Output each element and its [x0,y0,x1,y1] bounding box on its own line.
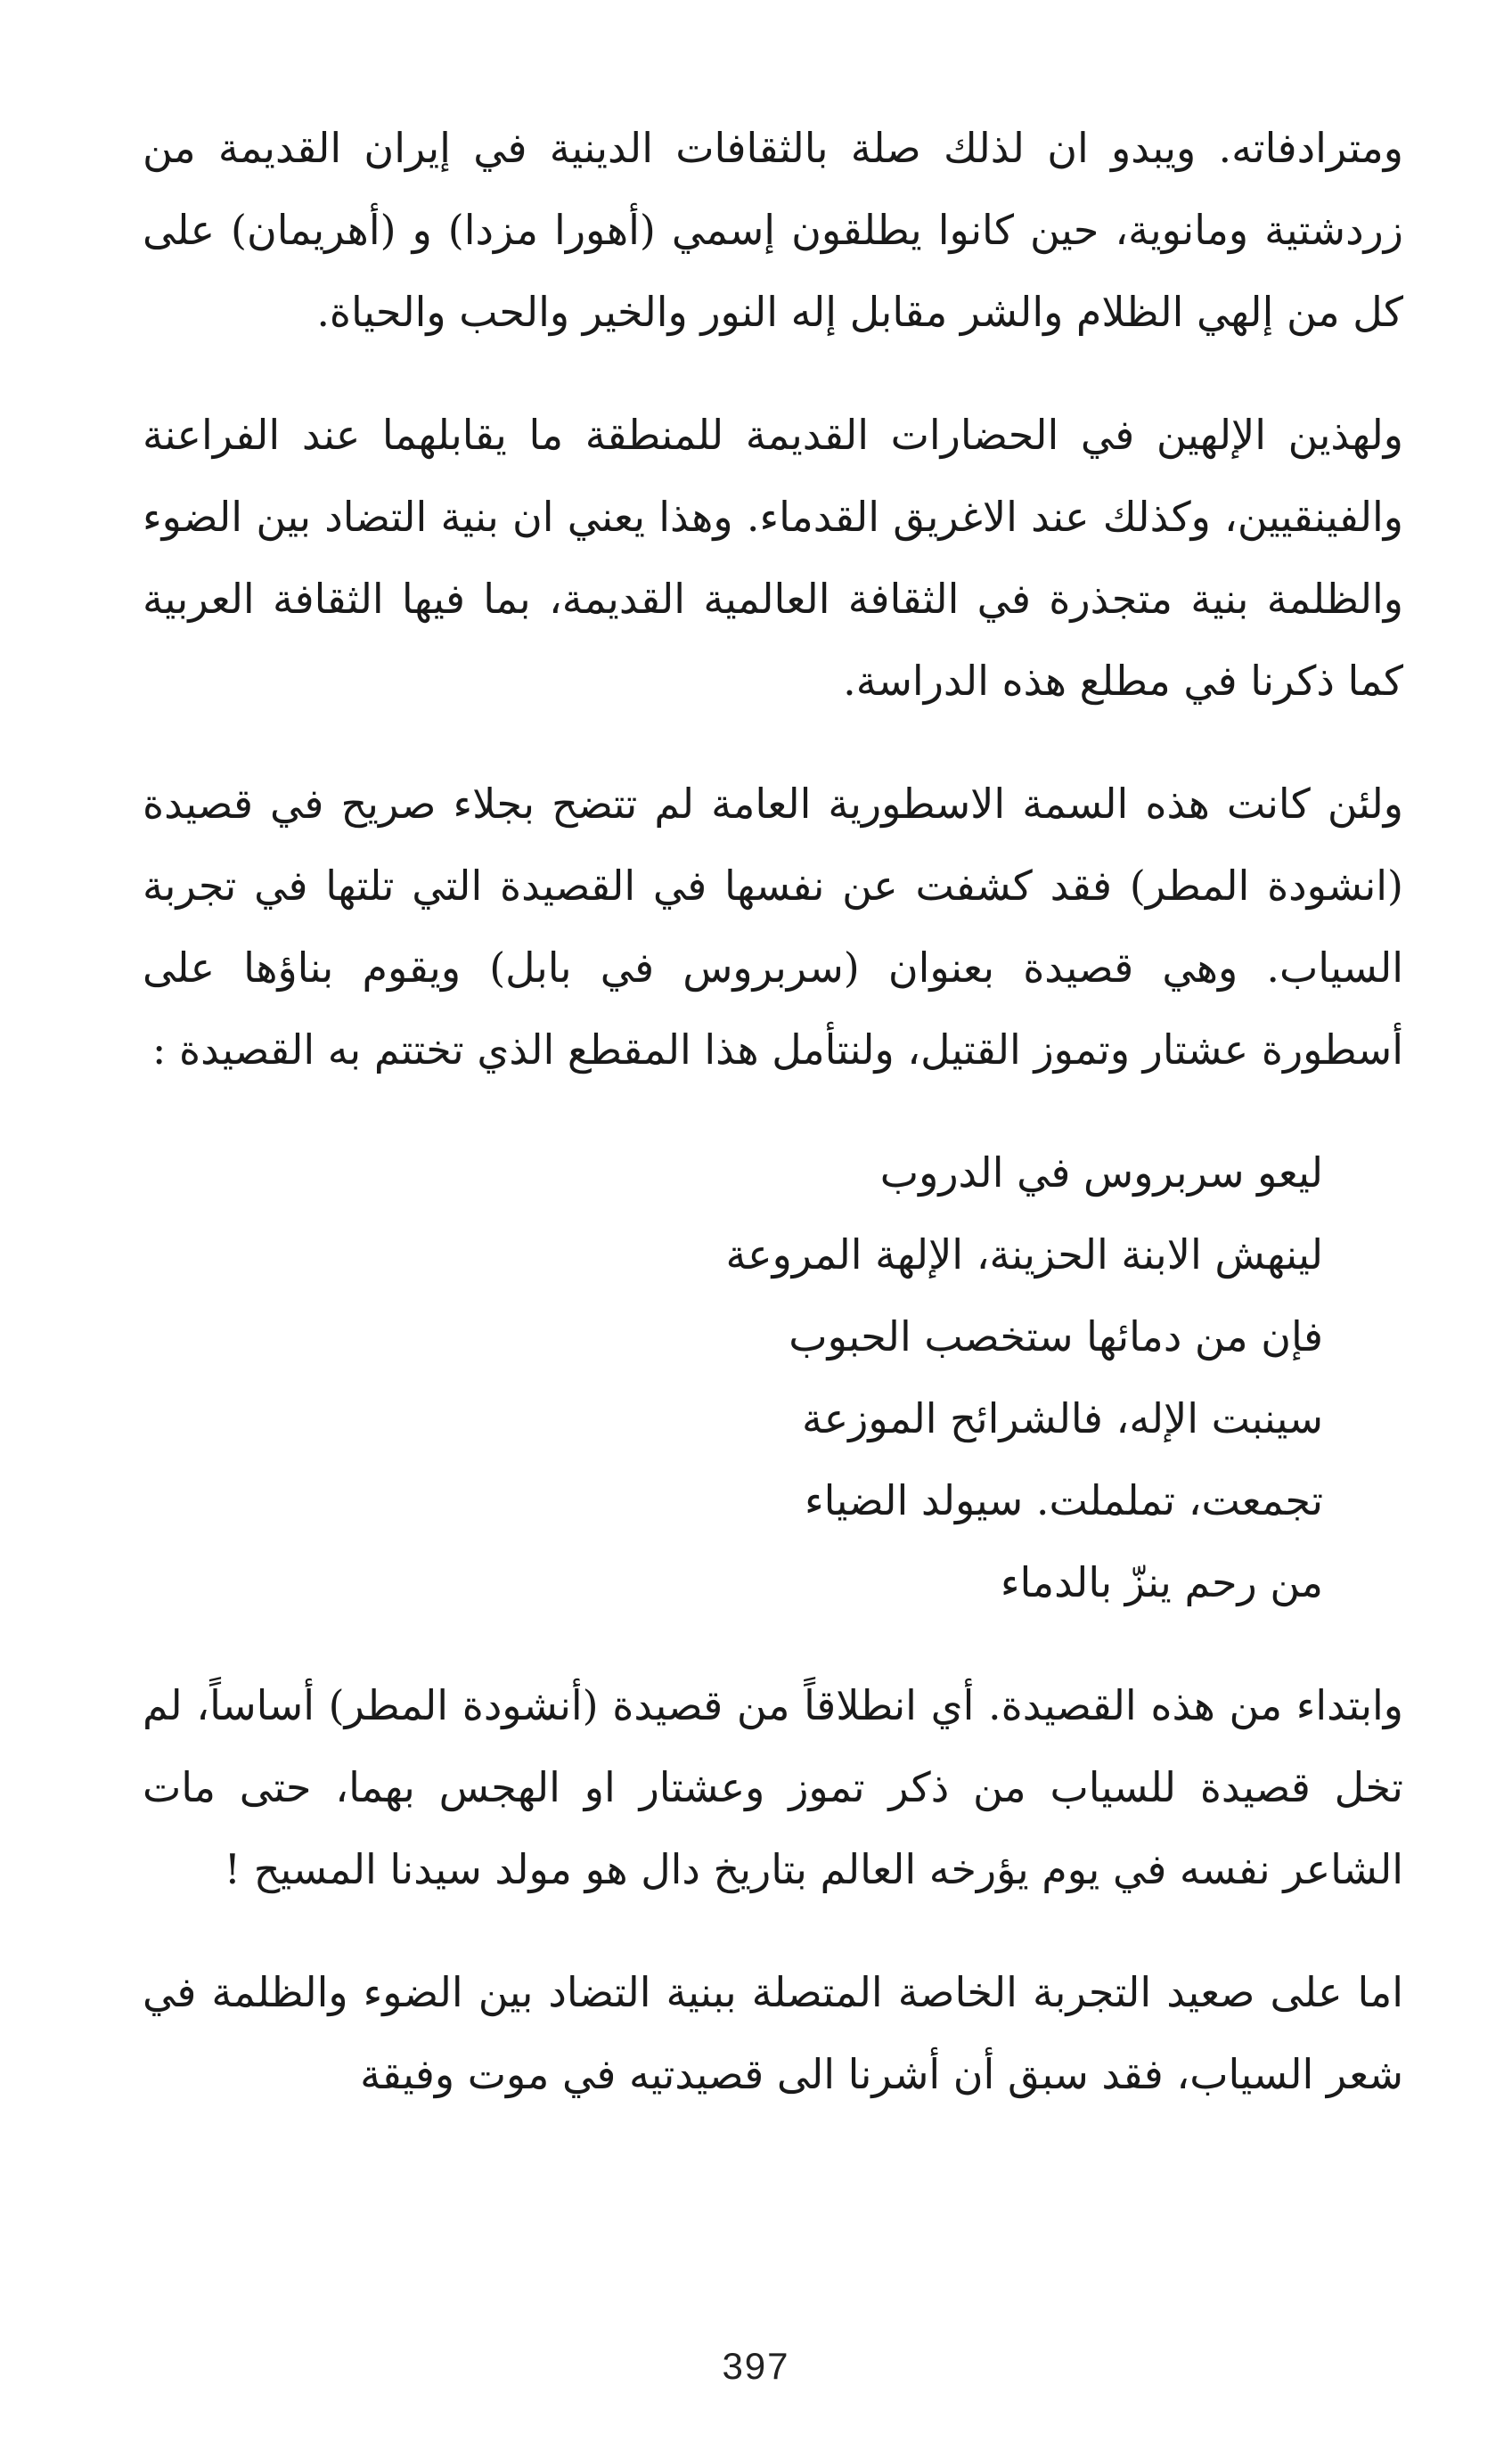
verse-line: لينهش الابنة الحزينة، الإلهة المروعة [725,1230,1323,1279]
poem-excerpt [143,1131,1403,1623]
verse-line: فإن من دمائها ستخصب الحبوب [789,1312,1323,1360]
verse-line: تجمعت، تململت. سيولد الضياء [805,1476,1323,1524]
paragraph-3: ولئن كانت هذه السمة الاسطورية العامة لم تتضح بجلاء صريح في قصيدة (انشودة المطر) فقد كشفت عن نفسها في القصيدة التي تلتها في تجربة السياب. وهي قصيدة بعنوان (سربروس في بابل) ويقوم بناؤها على أسطورة عشتار وتموز القتيل، ولنتأمل هذا المقطع الذي تختتم به القصيدة : [143,780,1403,1074]
page-body [143,107,1403,2316]
verse-line: سينبت الإله، فالشرائح الموزعة [802,1394,1323,1442]
verse-line: ليعو سربروس في الدروب [879,1148,1323,1197]
paragraph-4: وابتداء من هذه القصيدة. أي انطلاقاً من قصيدة (أنشودة المطر) أساساً، لم تخل قصيدة للسياب من ذكر تموز وعشتار او الهجس بهما، حتى مات الشاعر نفسه في يوم يؤرخه العالم بتاريخ دال هو مولد سيدنا المسيح ! [143,1681,1403,1893]
verse-line: من رحم ينزّ بالدماء [1000,1558,1323,1606]
paragraph-1: ومترادفاته. ويبدو ان لذلك صلة بالثقافات الدينية في إيران القديمة من زردشتية ومانوية، حين كانوا يطلقون إسمي (أهورا مزدا) و (أهريمان) على كل من إلهي الظلام والشر مقابل إله النور والخير والحب والحياة. [143,124,1403,336]
paragraph-5: اما على صعيد التجربة الخاصة المتصلة ببنية التضاد بين الضوء والظلمة في شعر السياب، فقد سبق أن أشرنا الى قصيدتيه في موت وفيقة [143,1968,1403,2098]
paragraph-2: ولهذين الإلهين في الحضارات القديمة للمنطقة ما يقابلهما عند الفراعنة والفينقيين، وكذلك عند الاغريق القدماء. وهذا يعني ان بنية التضاد بين الضوء والظلمة بنية متجذرة في الثقافة العالمية القديمة، بما فيها الثقافة العربية كما ذكرنا في مطلع هذه الدراسة. [143,411,1403,705]
page-number: 397 [722,2345,790,2387]
